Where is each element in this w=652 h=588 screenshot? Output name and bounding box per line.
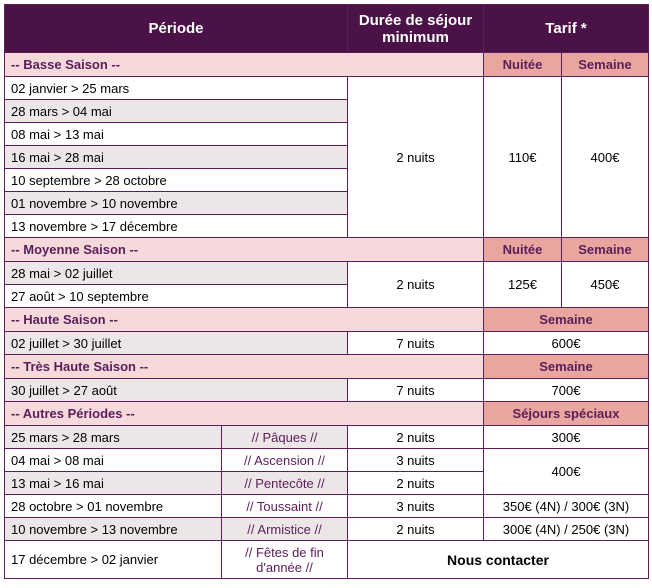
- event-cell: // Armistice //: [222, 518, 348, 541]
- table-row: [5, 379, 649, 402]
- duree-cell: 7 nuits: [348, 332, 484, 355]
- season-title: -- Haute Saison --: [5, 308, 484, 332]
- duree-cell: 2 nuits: [348, 472, 484, 495]
- event-cell: [222, 541, 348, 579]
- event-label: Armistice: [257, 521, 311, 537]
- semaine-cell: 400€: [562, 77, 649, 238]
- col-semaine: Semaine: [562, 53, 649, 77]
- header-row: [5, 5, 649, 53]
- col-nuitee: Nuitée: [484, 238, 562, 262]
- period-cell: 16 mai > 28 mai: [5, 146, 348, 169]
- event-line: // Fêtes de fin: [245, 544, 324, 560]
- period-cell: 28 octobre > 01 novembre: [5, 495, 222, 518]
- table-row: [5, 449, 649, 472]
- season-header-haute: [5, 308, 649, 332]
- period-cell: 01 novembre > 10 novembre: [5, 192, 348, 215]
- nuitee-cell: 125€: [484, 262, 562, 308]
- header-tarif: Tarif *: [484, 5, 649, 53]
- event-label: Ascension: [254, 452, 315, 468]
- col-sejours-speciaux: Séjours spéciaux: [484, 402, 649, 426]
- period-cell: 02 janvier > 25 mars: [5, 77, 348, 100]
- table-row: [5, 426, 649, 449]
- season-title: -- Basse Saison --: [5, 53, 484, 77]
- season-title: -- Autres Périodes --: [5, 402, 484, 426]
- season-header-basse: [5, 53, 649, 77]
- header-periode: Période: [5, 5, 348, 53]
- period-cell: 04 mai > 08 mai: [5, 449, 222, 472]
- period-cell: 10 novembre > 13 novembre: [5, 518, 222, 541]
- event-cell: // Toussaint //: [222, 495, 348, 518]
- tarif-cell: 300€: [484, 426, 649, 449]
- table-row: [5, 332, 649, 355]
- season-header-autres: [5, 402, 649, 426]
- table-row: [5, 541, 649, 579]
- event-cell: // Pâques //: [222, 426, 348, 449]
- period-cell: 13 mai > 16 mai: [5, 472, 222, 495]
- duree-cell: 3 nuits: [348, 495, 484, 518]
- event-cell: // Pentecôte //: [222, 472, 348, 495]
- duree-cell: 7 nuits: [348, 379, 484, 402]
- period-cell: 17 décembre > 02 janvier: [5, 541, 222, 579]
- table-row: [5, 495, 649, 518]
- period-cell: 02 juillet > 30 juillet: [5, 332, 348, 355]
- event-label: Toussaint: [256, 498, 312, 514]
- semaine-cell: 600€: [484, 332, 649, 355]
- event-cell: // Ascension //: [222, 449, 348, 472]
- header-duree: Durée de séjour minimum: [348, 5, 484, 53]
- table-row: [5, 518, 649, 541]
- event-line: d'année //: [256, 559, 313, 575]
- nuitee-cell: 110€: [484, 77, 562, 238]
- period-cell: 30 juillet > 27 août: [5, 379, 348, 402]
- duree-cell: 2 nuits: [348, 426, 484, 449]
- semaine-cell: 700€: [484, 379, 649, 402]
- table-row: [5, 77, 649, 100]
- duree-cell: 2 nuits: [348, 77, 484, 238]
- event-label: Pentecôte: [255, 475, 314, 491]
- col-semaine: Semaine: [484, 355, 649, 379]
- season-header-moyenne: [5, 238, 649, 262]
- semaine-cell: 450€: [562, 262, 649, 308]
- col-semaine: Semaine: [484, 308, 649, 332]
- tarif-cell: 300€ (4N) / 250€ (3N): [484, 518, 649, 541]
- period-cell: 25 mars > 28 mars: [5, 426, 222, 449]
- tarif-cell: 400€: [484, 449, 649, 495]
- table-row: [5, 262, 649, 285]
- duree-cell: 2 nuits: [348, 262, 484, 308]
- season-title: -- Moyenne Saison --: [5, 238, 484, 262]
- event-label: Pâques: [262, 429, 307, 445]
- period-cell: 27 août > 10 septembre: [5, 285, 348, 308]
- period-cell: 10 septembre > 28 octobre: [5, 169, 348, 192]
- season-title: -- Très Haute Saison --: [5, 355, 484, 379]
- col-nuitee: Nuitée: [484, 53, 562, 77]
- tarif-cell: 350€ (4N) / 300€ (3N): [484, 495, 649, 518]
- rates-table: [4, 4, 649, 579]
- col-semaine: Semaine: [562, 238, 649, 262]
- season-header-tres-haute: [5, 355, 649, 379]
- duree-cell: 2 nuits: [348, 518, 484, 541]
- period-cell: 28 mars > 04 mai: [5, 100, 348, 123]
- period-cell: 28 mai > 02 juillet: [5, 262, 348, 285]
- period-cell: 08 mai > 13 mai: [5, 123, 348, 146]
- period-cell: 13 novembre > 17 décembre: [5, 215, 348, 238]
- contact-cell: Nous contacter: [348, 541, 649, 579]
- duree-cell: 3 nuits: [348, 449, 484, 472]
